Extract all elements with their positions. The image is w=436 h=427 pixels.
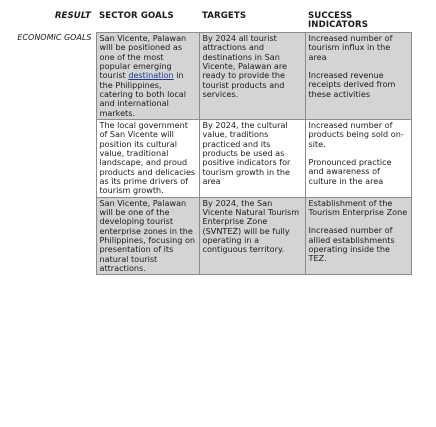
- target-cell: By 2024 all tourist attractions and destinations in San Vicente, Palawan are ready to provide the tourist products and services.: [199, 32, 305, 119]
- destination-link[interactable]: destination: [128, 70, 174, 81]
- sector-goal-cell: [96, 32, 199, 119]
- table-row: [7, 32, 411, 119]
- goals-table: [7, 10, 412, 275]
- sector-goal-cell: San Vicente, Palawan will be one of the developing tourist enterprise zones in the Philippines, focusing on presentation of its natural tourist attractions.: [96, 197, 199, 275]
- header-targets: TARGETS: [202, 11, 247, 21]
- header-result: RESULT: [54, 11, 91, 21]
- header-row: [7, 10, 411, 32]
- success-indicator-cell: [305, 197, 411, 275]
- indicator-item: Increased number of allied establishments operating inside the TEZ.: [308, 225, 395, 264]
- success-indicator-cell: [305, 32, 411, 119]
- indicator-item: Pronounced practice and awareness of culture in the area: [308, 156, 392, 186]
- indicator-item: Increased number of tourism influx in the area: [308, 32, 393, 62]
- sector-goal-text-end: in the Philippines, catering to both local and international markets.: [99, 70, 187, 118]
- result-label: ECONOMIC GOALS: [17, 33, 92, 43]
- indicator-item: Increased revenue receipts derived from these activities: [308, 69, 396, 99]
- indicator-item: Increased number of products being sold on-site.: [308, 119, 404, 149]
- sector-goal-cell: The local government of San Vicente will position its cultural value, traditional landscape, and proud products and delicacies as its prime drivers of tourism growth.: [96, 119, 199, 197]
- target-cell: By 2024, the San Vicente Natural Tourism Enterprise Zone (SVNTEZ) will be fully operating in a contiguous territory.: [199, 197, 305, 275]
- target-cell: By 2024, the cultural value, traditions practiced and its products be used as positive indicators for tourism growth in the area: [199, 119, 305, 197]
- header-sector-goals: SECTOR GOALS: [99, 11, 174, 21]
- success-indicator-cell: [305, 119, 411, 197]
- sector-goal-text: San Vicente, Palawan will be positioned as one of the most popular emerging tourist: [99, 32, 187, 81]
- header-success-indicators: SUCCESS INDICATORS: [308, 11, 368, 31]
- indicator-item: Establishment of the Tourism Enterprise Zone: [308, 197, 408, 217]
